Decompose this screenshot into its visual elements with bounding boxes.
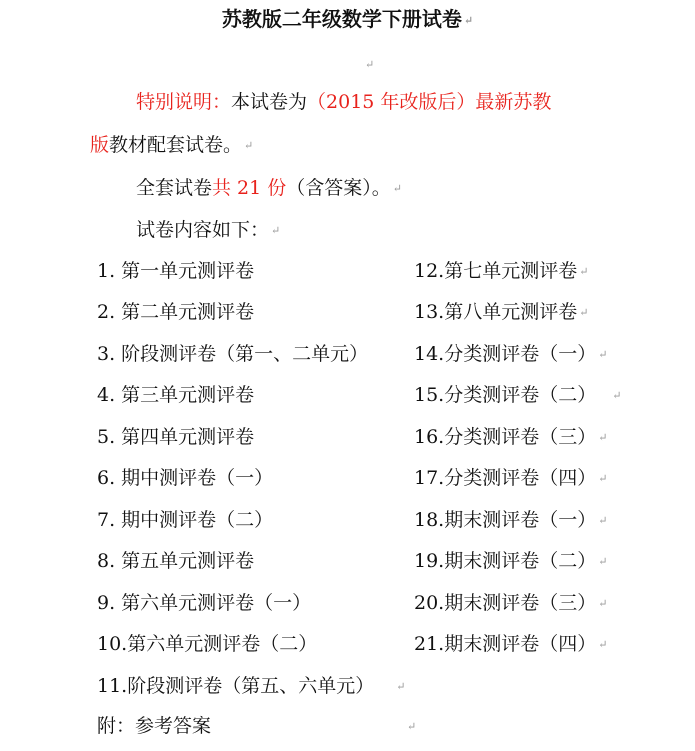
appendix [97, 714, 416, 739]
paragraph-mark-icon: ↵ [598, 597, 608, 610]
list-item-right [414, 425, 607, 450]
list-item-text: 3. 阶段测评卷（第一、二单元） [97, 343, 369, 365]
document-title [0, 7, 695, 33]
paragraph-mark-icon: ↵ [598, 348, 608, 361]
list-item-text: 18.期末测评卷（一） [414, 509, 597, 531]
list-item-left [97, 466, 273, 490]
list-item-right [414, 300, 588, 325]
list-item-left [97, 259, 254, 283]
special-note-highlight: （2015 年改版后）最新苏教 [307, 91, 552, 113]
list-item-text: 5. 第四单元测评卷 [97, 426, 255, 448]
list-item-text: 8. 第五单元测评卷 [97, 550, 255, 572]
list-item-right [414, 508, 607, 533]
list-item-text: 13.第八单元测评卷 [414, 301, 578, 323]
special-note [136, 90, 551, 114]
list-item-text: 1. 第一单元测评卷 [97, 260, 255, 282]
list-item-text: 17.分类测评卷（四） [414, 467, 597, 489]
list-item-text: 20.期末测评卷（三） [414, 592, 597, 614]
special-note-continued [90, 133, 253, 158]
appendix-text: 附：参考答案 [97, 715, 212, 737]
list-item-left [97, 300, 254, 324]
list-item-text: 16.分类测评卷（三） [414, 426, 597, 448]
list-item-text: 7. 期中测评卷（二） [97, 509, 274, 531]
paragraph-mark-icon: ↵ [407, 720, 417, 733]
list-item-right [414, 342, 607, 367]
list-item-left [97, 549, 254, 573]
list-item-right [414, 632, 607, 657]
special-note-highlight-2: 版 [90, 134, 110, 156]
special-note-label: 特别说明： [136, 91, 232, 113]
paragraph-mark-icon: ↵ [579, 306, 589, 319]
paragraph-mark-icon: ↵ [598, 638, 608, 651]
list-item-left [97, 508, 273, 532]
paragraph-mark-icon: ↵ [579, 265, 589, 278]
list-item-left [97, 383, 254, 407]
list-item-right [414, 549, 607, 574]
set-info [136, 176, 402, 201]
list-item-text: 4. 第三单元测评卷 [97, 384, 255, 406]
contents-intro [136, 218, 280, 243]
empty-paragraph-mark-icon: ↵ [365, 58, 375, 71]
list-item-text: 6. 期中测评卷（一） [97, 467, 274, 489]
list-item-text: 19.期末测评卷（二） [414, 550, 597, 572]
paragraph-mark-icon: ↵ [598, 431, 608, 444]
paragraph-mark-icon: ↵ [244, 139, 254, 152]
paragraph-mark-icon: ↵ [612, 389, 622, 402]
list-item-text: 12.第七单元测评卷 [414, 260, 578, 282]
list-item-text: 14.分类测评卷（一） [414, 343, 597, 365]
list-item-left [97, 591, 311, 615]
list-item-text: 9. 第六单元测评卷（一） [97, 592, 312, 614]
list-item-left [97, 425, 254, 449]
list-item-left [97, 674, 405, 699]
list-item-text: 10.第六单元测评卷（二） [97, 633, 318, 655]
list-item-right [414, 259, 588, 284]
special-note-text-after: 教材配套试卷。 [109, 134, 243, 156]
paragraph-mark-icon: ↵ [396, 680, 406, 693]
contents-intro-text: 试卷内容如下： [136, 219, 270, 241]
list-item-text: 11.阶段测评卷（第五、六单元） [97, 675, 375, 697]
paragraph-mark-icon: ↵ [271, 224, 281, 237]
paragraph-mark-icon: ↵ [463, 13, 474, 27]
paragraph-mark-icon: ↵ [598, 514, 608, 527]
paragraph-mark-icon: ↵ [392, 182, 403, 195]
list-item-text: 15.分类测评卷（二） [414, 384, 597, 406]
set-info-count: 共 21 份 [212, 177, 287, 199]
paragraph-mark-icon: ↵ [598, 472, 608, 485]
list-item-text: 2. 第二单元测评卷 [97, 301, 255, 323]
set-info-suffix: （含答案）。 [286, 177, 391, 199]
document-title-text: 苏教版二年级数学下册试卷 [221, 7, 462, 31]
list-item-left [97, 632, 317, 656]
list-item-left [97, 342, 368, 366]
list-item-right [414, 466, 607, 491]
list-item-right [414, 591, 607, 616]
paragraph-mark-icon: ↵ [598, 555, 608, 568]
list-item-right [414, 383, 621, 408]
special-note-text: 本试卷为 [231, 91, 308, 113]
set-info-prefix: 全套试卷 [136, 177, 213, 199]
list-item-text: 21.期末测评卷（四） [414, 633, 597, 655]
